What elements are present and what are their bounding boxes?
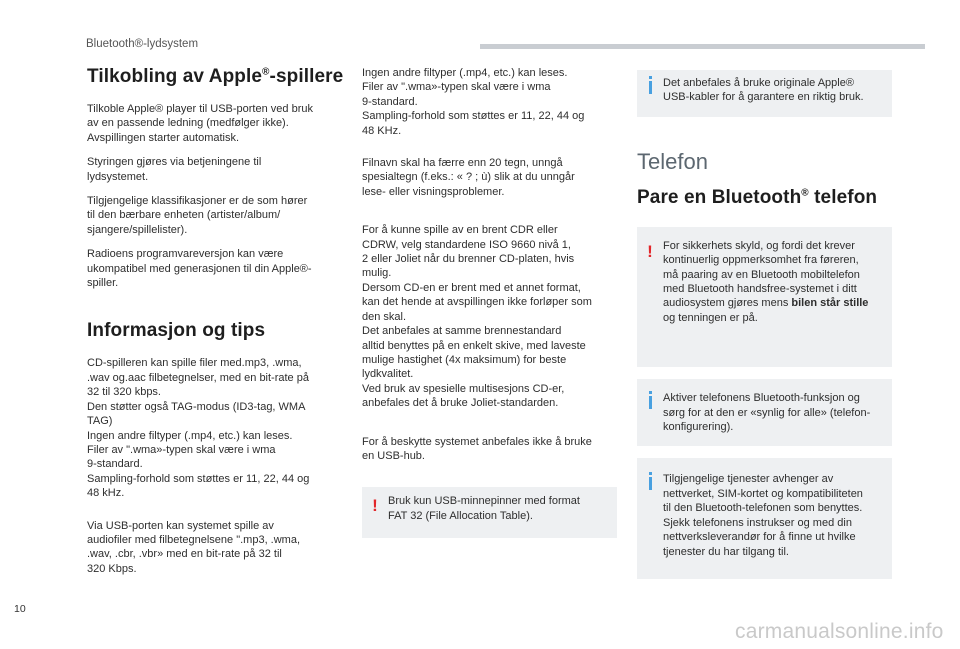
page-number: 10 xyxy=(14,603,26,615)
paragraph-usb-formats: Via USB-porten kan systemet spille av audiofiler med filbetegnelsene ".mp3, .wma, .wav, .cbr, .vbr» med en bit-rate på 32 til 320 Kbps. xyxy=(87,519,301,575)
heading-info-tips: Informasjon og tips xyxy=(87,320,266,342)
column-left xyxy=(87,66,345,576)
heading-pair-bluetooth: Pare en Bluetooth® telefon xyxy=(637,186,878,208)
section-header-label: Bluetooth®-lydsystem xyxy=(86,38,199,50)
info-box-services xyxy=(637,458,892,578)
info-text-activate-bluetooth: Aktiver telefonens Bluetooth-funksjon og sørg for at den er «synlig for alle» (telefon- konfigurering). xyxy=(663,392,871,434)
section-title-telefon: Telefon xyxy=(637,148,708,174)
info-text-services: Tilgjengelige tjenester avhenger av nettverket, SIM-kortet og kompatibiliteten til den Bluetooth-telefonen som benyttes. Sjekk telefonens instrukser og med din nettverksleverandør for å finne ut hvilke tjenester du har tilgang til. xyxy=(663,473,863,558)
column-middle xyxy=(362,66,617,538)
header-divider-bar xyxy=(480,44,925,49)
info-text-apple-cables: Det anbefales å bruke originale Apple® USB-kabler for å garantere en riktig bruk. xyxy=(663,77,864,104)
paragraph-cd-formats: CD-spilleren kan spille filer med.mp3, .wma, .wav og.aac filbetegnelser, med en bit-rate på 32 til 320 kbps. Den støtter også TAG-modus (ID3-tag, WMA TAG) Ingen andre filtyper (.mp4, etc.) kan leses. Filer av ".wma»-typen skal være i wma 9-standard. Sampling-forhold som støttes er 11, 22, 44 og 48 kHz. xyxy=(87,357,310,500)
info-box-apple-cables xyxy=(637,70,892,117)
paragraph-filenames: Filnavn skal ha færre enn 20 tegn, unngå spesialtegn (f.eks.: « ? ; ù) slik at du unngår lese- eller visningsproblemer. xyxy=(362,157,575,198)
paragraph-classifications: Tilgjengelige klassifikasjoner er de som hører til den bærbare enheten (artister/album/ sjangere/spillelister). xyxy=(87,195,308,236)
paragraph-software-version: Radioens programvareversjon kan være ukompatibel med generasjonen til din Apple®- spiller. xyxy=(87,248,312,290)
paragraph-usb-hub: For å beskytte systemet anbefales ikke å bruke en USB-hub. xyxy=(362,435,592,462)
warning-box-pairing xyxy=(637,227,892,367)
warning-text-usb: Bruk kun USB-minnepinner med format FAT 32 (File Allocation Table). xyxy=(388,495,580,522)
paragraph-apple-connect: Tilkoble Apple® player til USB-porten ved bruk av en passende ledning (medfølger ikke). Avspillingen starter automatisk. xyxy=(87,103,313,144)
warning-icon: ! xyxy=(372,496,378,516)
paragraph-controls: Styringen gjøres via betjeningene til lydsystemet. xyxy=(87,156,262,183)
column-right xyxy=(637,70,892,579)
warning-icon: ! xyxy=(647,241,653,261)
warning-box-usb xyxy=(362,487,617,538)
warning-text-pairing: For sikkerhets skyld, og fordi det krever kontinuerlig oppmerksomhet fra føreren, må paaring av en Bluetooth mobiltelefon med Bluetooth handsfree-systemet i ditt audiosystem gjøres mens bilen står stille og tenningen er på. xyxy=(663,239,869,324)
watermark: carmanualsonline.info xyxy=(735,620,944,643)
paragraph-cdr: For å kunne spille av en brent CDR eller CDRW, velg standardene ISO 9660 nivå 1, 2 eller Joliet når du brenner CD-platen, hvis mulig. Dersom CD-en er brent med et annet format, kan det hende at avspillingen ikke forløper som den skal. Det anbefales at samme brennestandard alltid benyttes på en enkelt skive, med laveste mulige hastighet (4x maksimum) for beste lydkvalitet. Ved bruk av spesielle multisesjons CD-er, anbefales det å bruke Joliet-standarden. xyxy=(362,224,592,410)
info-box-activate-bluetooth xyxy=(637,379,892,446)
heading-apple-connection: Tilkobling av Apple®-spillere xyxy=(87,66,344,87)
paragraph-filetypes: Ingen andre filtyper (.mp4, etc.) kan leses. Filer av ".wma»-typen skal være i wma 9-standard. Sampling-forhold som støttes er 11, 22, 44 og 48 KHz. xyxy=(362,67,585,137)
